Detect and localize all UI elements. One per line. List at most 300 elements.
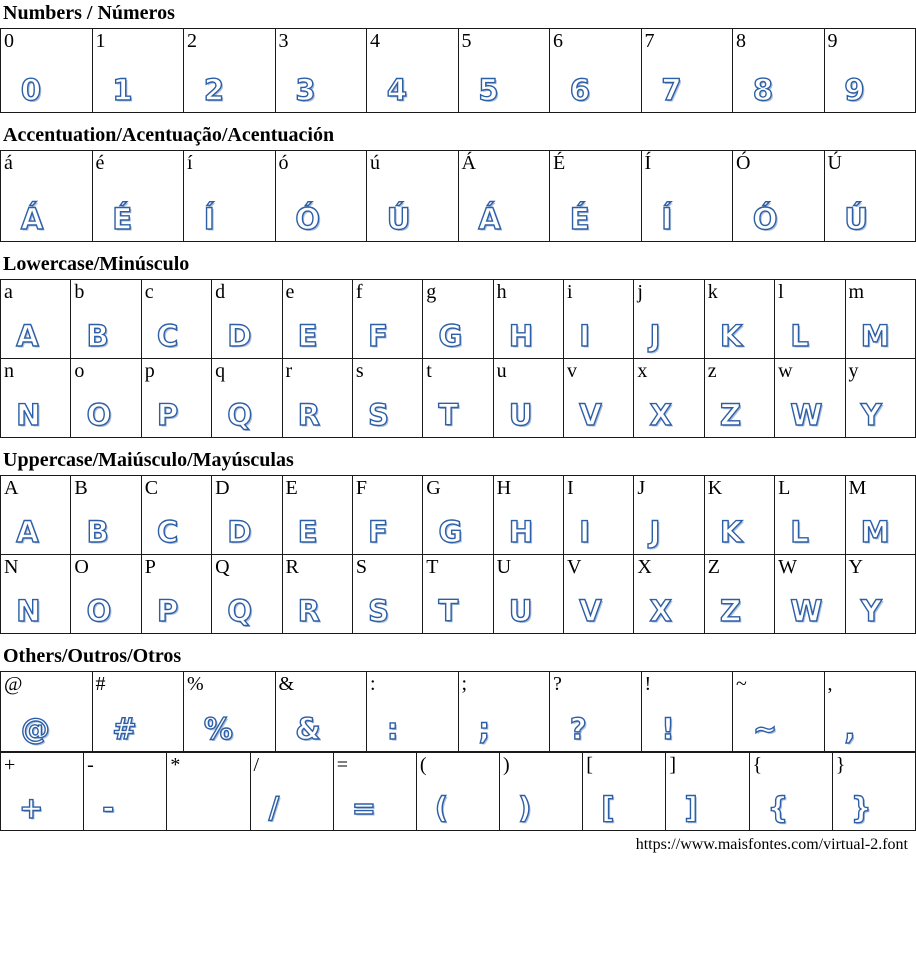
glyph-cell-inner	[93, 672, 184, 751]
styled-font-glyph: Y	[860, 398, 882, 432]
glyph-cell-inner	[283, 280, 352, 358]
glyph-cell-inner	[367, 151, 458, 241]
styled-font-glyph: Ú	[386, 202, 411, 236]
glyph-cell	[282, 555, 352, 634]
styled-font-glyph: D	[227, 319, 252, 353]
glyph-cell	[493, 555, 563, 634]
styled-font-glyph: 5	[478, 73, 499, 107]
styled-font-glyph: C	[157, 515, 179, 549]
glyph-cell-inner	[642, 151, 733, 241]
glyph-cell-inner	[459, 29, 550, 112]
styled-font-glyph: G	[438, 319, 463, 353]
styled-font-glyph: -	[102, 791, 115, 825]
glyph-cell-inner	[846, 359, 916, 437]
glyph-cell-inner	[750, 753, 832, 830]
glyph-cell-inner	[634, 280, 703, 358]
glyph-cell	[282, 476, 352, 555]
styled-font-glyph: =	[351, 791, 377, 825]
styled-font-glyph: Ó	[752, 202, 778, 236]
styled-font-glyph: N	[16, 398, 41, 432]
glyph-cell-inner	[212, 555, 281, 633]
glyph-cell	[92, 151, 184, 242]
styled-font-glyph: Ó	[295, 202, 321, 236]
glyph-cell-inner	[353, 555, 422, 633]
glyph-cell	[1, 753, 84, 831]
plain-character: k	[707, 281, 718, 303]
styled-font-glyph: &	[295, 712, 321, 746]
glyph-cell-inner	[423, 280, 492, 358]
plain-character: 1	[95, 30, 106, 52]
glyph-cell	[1, 359, 71, 438]
glyph-cell	[458, 672, 550, 752]
plain-character: q	[215, 360, 226, 382]
plain-character: :	[370, 673, 376, 695]
glyph-cell-inner	[825, 151, 916, 241]
plain-character: 4	[370, 30, 380, 52]
plain-character: M	[848, 477, 867, 499]
glyph-cell	[704, 359, 774, 438]
glyph-cell	[282, 280, 352, 359]
plain-character: P	[144, 556, 156, 578]
source-url[interactable]: https://www.maisfontes.com/virtual-2.font	[635, 836, 908, 853]
glyph-cell	[1, 29, 93, 113]
glyph-cell-inner	[212, 476, 281, 554]
glyph-cell-inner	[494, 280, 563, 358]
glyph-cell-inner	[833, 753, 915, 830]
plain-character: c	[144, 281, 154, 303]
plain-character: Ó	[736, 152, 751, 174]
glyph-cell	[493, 280, 563, 359]
glyph-cell-inner	[71, 280, 140, 358]
plain-character: j	[637, 281, 643, 303]
styled-font-glyph: V	[579, 594, 602, 628]
glyph-cell-inner	[705, 359, 774, 437]
plain-character: O	[74, 556, 89, 578]
glyph-cell-inner	[1, 280, 70, 358]
glyph-cell-inner	[417, 753, 499, 830]
plain-character: S	[355, 556, 367, 578]
glyph-cell-inner	[459, 151, 550, 241]
glyph-cell-inner	[367, 672, 458, 751]
styled-font-glyph: F	[368, 319, 388, 353]
styled-font-glyph: 6	[569, 73, 591, 107]
glyph-cell	[367, 29, 459, 113]
glyph-row	[1, 753, 916, 831]
styled-font-glyph: Q	[227, 398, 253, 432]
styled-font-glyph: Z	[720, 398, 742, 432]
plain-character: @	[4, 673, 23, 695]
styled-font-glyph: I	[579, 515, 591, 549]
glyph-cell-inner	[733, 29, 824, 112]
styled-font-glyph: 3	[295, 73, 316, 107]
plain-character: 7	[644, 30, 655, 52]
styled-font-glyph: E	[297, 319, 318, 353]
glyph-cell-inner	[642, 672, 733, 751]
plain-character: L	[778, 477, 791, 499]
glyph-cell-inner	[634, 359, 703, 437]
styled-font-glyph: J	[649, 319, 661, 353]
plain-character: w	[778, 360, 793, 382]
glyph-cell-inner	[642, 29, 733, 112]
styled-font-glyph: Q	[227, 594, 253, 628]
glyph-cell	[367, 672, 459, 752]
glyph-cell	[845, 555, 916, 634]
styled-font-glyph: W	[790, 398, 823, 432]
glyph-cell	[634, 476, 704, 555]
plain-character: /	[253, 754, 260, 776]
styled-font-glyph: (	[434, 791, 449, 825]
glyph-cell-inner	[334, 753, 416, 830]
styled-font-glyph: S	[368, 398, 390, 432]
glyph-cell-inner	[705, 280, 774, 358]
plain-character: !	[644, 673, 652, 695]
glyph-cell-inner	[353, 359, 422, 437]
glyph-cell	[564, 555, 634, 634]
numbers-table	[0, 28, 916, 113]
styled-font-glyph: }	[850, 791, 872, 825]
styled-font-glyph: L	[790, 319, 809, 353]
glyph-cell-inner	[550, 29, 641, 112]
plain-character: J	[637, 477, 646, 499]
styled-font-glyph: Á	[20, 202, 44, 236]
plain-character: s	[355, 360, 364, 382]
plain-character: ?	[553, 673, 562, 695]
glyph-cell	[583, 753, 666, 831]
glyph-cell-inner	[733, 151, 824, 241]
plain-character: e	[285, 281, 295, 303]
others-table-2	[0, 752, 916, 831]
styled-font-glyph: F	[368, 515, 388, 549]
glyph-cell-inner	[825, 29, 916, 112]
plain-character: +	[4, 754, 16, 776]
glyph-cell-inner	[276, 672, 367, 751]
styled-font-glyph: 2	[203, 73, 225, 107]
styled-font-glyph: H	[508, 319, 534, 353]
glyph-cell	[641, 151, 733, 242]
glyph-cell-inner	[251, 753, 333, 830]
glyph-cell	[71, 359, 141, 438]
styled-font-glyph: K	[720, 319, 743, 353]
uppercase-table	[0, 475, 916, 634]
section-title-lowercase: Lowercase/Minúsculo	[3, 253, 190, 275]
plain-character: z	[707, 360, 717, 382]
glyph-cell	[564, 476, 634, 555]
glyph-cell	[634, 359, 704, 438]
plain-character: á	[4, 152, 13, 174]
glyph-cell-inner	[846, 280, 916, 358]
styled-font-glyph: Z	[720, 594, 742, 628]
plain-character: X	[637, 556, 652, 578]
plain-character: l	[778, 281, 784, 303]
plain-character: x	[637, 360, 648, 382]
styled-font-glyph: )	[518, 791, 532, 825]
styled-font-glyph: N	[16, 594, 41, 628]
plain-character: K	[707, 477, 723, 499]
glyph-cell-inner	[825, 672, 916, 751]
glyph-cell	[212, 476, 282, 555]
styled-font-glyph: 8	[752, 73, 774, 107]
glyph-cell	[550, 29, 642, 113]
glyph-row	[1, 476, 916, 555]
styled-font-glyph: !	[661, 712, 675, 746]
glyph-cell	[71, 555, 141, 634]
glyph-cell	[564, 280, 634, 359]
plain-character: R	[285, 556, 299, 578]
glyph-cell	[212, 555, 282, 634]
plain-character: r	[285, 360, 293, 382]
glyph-cell	[824, 151, 916, 242]
glyph-cell	[92, 29, 184, 113]
styled-font-glyph: M	[860, 515, 890, 549]
plain-character: 2	[187, 30, 197, 52]
plain-character: 3	[278, 30, 289, 52]
glyph-cell	[416, 753, 499, 831]
glyph-cell-inner	[71, 555, 140, 633]
section-title-others: Others/Outros/Otros	[3, 645, 182, 667]
glyph-row	[1, 29, 916, 113]
plain-character: o	[74, 360, 85, 382]
plain-character: H	[496, 477, 512, 499]
styled-font-glyph: X	[649, 398, 672, 432]
glyph-cell	[1, 672, 93, 752]
plain-character: Q	[215, 556, 230, 578]
glyph-cell	[423, 359, 493, 438]
section-title-numbers: Numbers / Números	[3, 2, 175, 24]
styled-font-glyph: B	[86, 515, 109, 549]
glyph-cell	[704, 280, 774, 359]
glyph-row	[1, 672, 916, 752]
plain-character: h	[496, 281, 507, 303]
glyph-cell-inner	[775, 359, 844, 437]
glyph-cell	[352, 359, 422, 438]
plain-character: )	[503, 754, 510, 776]
glyph-cell-inner	[71, 476, 140, 554]
styled-font-glyph: B	[86, 319, 109, 353]
glyph-cell-inner	[167, 753, 249, 830]
styled-font-glyph: G	[438, 515, 463, 549]
glyph-cell-inner	[276, 29, 367, 112]
plain-character: }	[835, 754, 846, 776]
glyph-cell-inner	[564, 555, 633, 633]
glyph-cell-inner	[1, 151, 92, 241]
styled-font-glyph: ;	[478, 712, 491, 746]
glyph-cell	[71, 280, 141, 359]
glyph-cell-inner	[93, 151, 184, 241]
plain-character: 0	[4, 30, 14, 52]
glyph-cell-inner	[634, 555, 703, 633]
styled-font-glyph: #	[112, 712, 137, 746]
styled-font-glyph: @	[20, 712, 50, 746]
glyph-cell-inner	[846, 555, 916, 633]
plain-character: é	[95, 152, 105, 174]
glyph-cell-inner	[775, 280, 844, 358]
glyph-cell-inner	[705, 476, 774, 554]
plain-character: E	[285, 477, 298, 499]
glyph-cell-inner	[142, 476, 211, 554]
plain-character: A	[4, 477, 19, 499]
styled-font-glyph: O	[86, 594, 112, 628]
styled-font-glyph: +	[19, 791, 44, 825]
glyph-cell	[141, 476, 211, 555]
styled-font-glyph: I	[579, 319, 591, 353]
styled-font-glyph: É	[112, 202, 133, 236]
glyph-cell-inner	[775, 476, 844, 554]
styled-font-glyph: R	[297, 594, 321, 628]
plain-character: {	[752, 754, 763, 776]
glyph-cell	[352, 280, 422, 359]
glyph-cell-inner	[500, 753, 582, 830]
styled-font-glyph: D	[227, 515, 252, 549]
glyph-cell-inner	[212, 280, 281, 358]
styled-font-glyph: 7	[661, 73, 682, 107]
styled-font-glyph: Í	[203, 202, 215, 236]
glyph-cell-inner	[550, 672, 641, 751]
plain-character: G	[426, 477, 441, 499]
styled-font-glyph: 0	[20, 73, 42, 107]
plain-character: y	[848, 360, 859, 382]
styled-font-glyph: Í	[661, 202, 673, 236]
styled-font-glyph: J	[649, 515, 661, 549]
glyph-cell	[458, 29, 550, 113]
glyph-cell	[564, 359, 634, 438]
glyph-cell	[824, 672, 916, 752]
glyph-cell	[493, 476, 563, 555]
glyph-cell	[733, 672, 825, 752]
glyph-cell	[212, 280, 282, 359]
glyph-cell-inner	[84, 753, 166, 830]
plain-character: %	[187, 673, 204, 695]
glyph-cell	[184, 29, 276, 113]
glyph-cell-inner	[353, 476, 422, 554]
glyph-cell-inner	[367, 29, 458, 112]
accentuation-table	[0, 150, 916, 242]
plain-character: I	[567, 477, 574, 499]
styled-font-glyph: S	[368, 594, 390, 628]
glyph-cell-inner	[142, 555, 211, 633]
glyph-row	[1, 555, 916, 634]
plain-character: t	[426, 360, 432, 382]
glyph-cell	[634, 555, 704, 634]
glyph-cell-inner	[733, 672, 824, 751]
glyph-cell-inner	[423, 476, 492, 554]
glyph-cell-inner	[1, 359, 70, 437]
styled-font-glyph: T	[438, 594, 459, 628]
glyph-cell	[1, 555, 71, 634]
glyph-cell-inner	[283, 359, 352, 437]
plain-character: í	[187, 152, 193, 174]
styled-font-glyph: {	[767, 791, 789, 825]
styled-font-glyph: :	[386, 712, 399, 746]
styled-font-glyph: L	[790, 515, 809, 549]
styled-font-glyph: Á	[478, 202, 501, 236]
glyph-cell	[458, 151, 550, 242]
glyph-cell-inner	[564, 476, 633, 554]
glyph-sections	[0, 2, 916, 831]
plain-character: ó	[278, 152, 289, 174]
glyph-cell-inner	[583, 753, 665, 830]
glyph-cell	[775, 555, 845, 634]
glyph-cell	[845, 280, 916, 359]
glyph-cell-inner	[423, 555, 492, 633]
styled-font-glyph: U	[508, 398, 533, 432]
glyph-cell	[824, 29, 916, 113]
styled-font-glyph: ?	[569, 712, 587, 746]
glyph-row	[1, 359, 916, 438]
plain-character: C	[144, 477, 159, 499]
styled-font-glyph: Y	[860, 594, 882, 628]
styled-font-glyph: T	[438, 398, 459, 432]
glyph-cell-inner	[142, 359, 211, 437]
glyph-cell	[71, 476, 141, 555]
plain-character: &	[278, 673, 295, 695]
glyph-cell-inner	[459, 672, 550, 751]
glyph-cell	[832, 753, 915, 831]
glyph-cell	[352, 476, 422, 555]
styled-font-glyph: 1	[112, 73, 133, 107]
styled-font-glyph: P	[157, 594, 179, 628]
plain-character: ú	[370, 152, 380, 174]
plain-character: i	[567, 281, 573, 303]
styled-font-glyph: U	[508, 594, 533, 628]
glyph-cell-inner	[283, 555, 352, 633]
glyph-cell-inner	[494, 359, 563, 437]
plain-character: V	[567, 556, 582, 578]
plain-character: Á	[461, 152, 476, 174]
glyph-cell-inner	[423, 359, 492, 437]
plain-character: Y	[848, 556, 863, 578]
others-table-1	[0, 671, 916, 752]
glyph-cell	[1, 151, 93, 242]
plain-character: =	[336, 754, 348, 776]
glyph-cell-inner	[494, 476, 563, 554]
glyph-cell-inner	[564, 359, 633, 437]
glyph-cell-inner	[846, 476, 916, 554]
glyph-cell	[423, 280, 493, 359]
glyph-cell-inner	[634, 476, 703, 554]
glyph-cell	[704, 555, 774, 634]
glyph-cell	[423, 555, 493, 634]
glyph-cell	[282, 359, 352, 438]
glyph-cell-inner	[1, 476, 70, 554]
glyph-cell-inner	[212, 359, 281, 437]
glyph-cell-inner	[184, 29, 275, 112]
plain-character: f	[355, 281, 363, 303]
glyph-cell-inner	[283, 476, 352, 554]
glyph-cell	[367, 151, 459, 242]
plain-character: U	[496, 556, 512, 578]
styled-font-glyph: O	[86, 398, 112, 432]
plain-character: g	[426, 281, 437, 303]
plain-character: d	[215, 281, 226, 303]
glyph-cell-inner	[184, 672, 275, 751]
styled-font-glyph: R	[297, 398, 321, 432]
glyph-cell-inner	[1, 672, 92, 751]
plain-character: ;	[461, 673, 468, 695]
plain-character: Ú	[827, 152, 842, 174]
plain-character: D	[215, 477, 230, 499]
glyph-cell	[92, 672, 184, 752]
glyph-cell	[1, 280, 71, 359]
styled-font-glyph: C	[157, 319, 179, 353]
styled-font-glyph: A	[16, 515, 39, 549]
glyph-cell-inner	[93, 29, 184, 112]
glyph-row	[1, 280, 916, 359]
font-specimen-page	[0, 2, 916, 854]
glyph-cell	[749, 753, 832, 831]
plain-character: ,	[827, 673, 833, 695]
glyph-cell-inner	[353, 280, 422, 358]
plain-character: u	[496, 360, 507, 382]
